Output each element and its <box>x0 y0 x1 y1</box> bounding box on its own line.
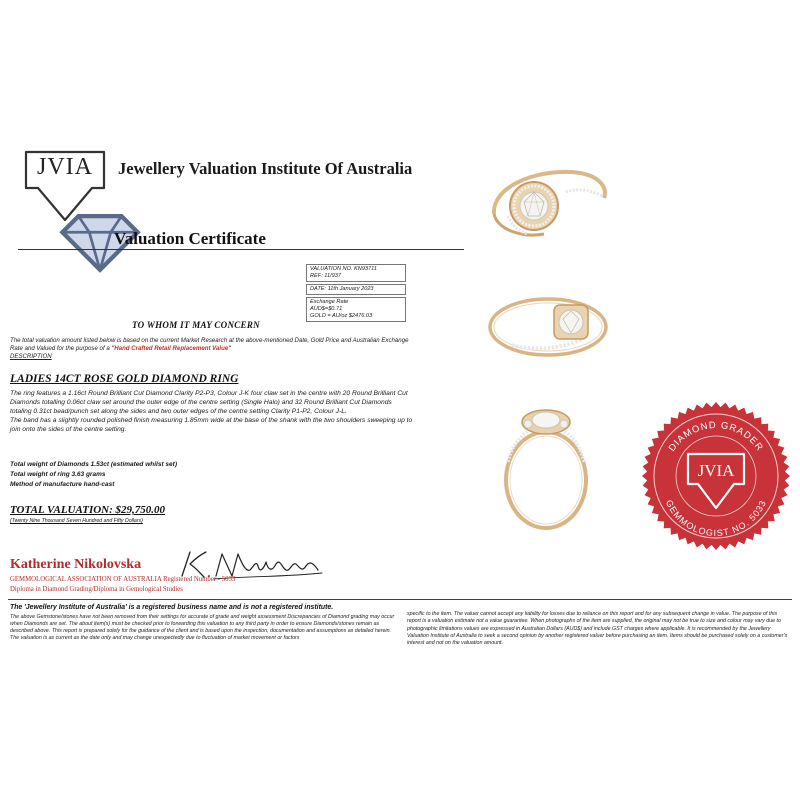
seal-bottom-text: GEMMOLOGIST NO. 5033 <box>663 498 769 539</box>
weights-block <box>10 460 310 489</box>
valuation-purpose: "Hand Crafted Retail Replacement Value" <box>111 345 232 353</box>
title-divider <box>18 249 464 250</box>
ring-side-view-image <box>482 275 614 379</box>
footer-right-disclaimer: specific to the item. The valuer cannot accept any liability for losses due to reliance on this report and for any subsequent change in value. The purpose of this report is a valuation estimate not a value guarantee. When photographs of the item are supplied, the original may not be true to size and colour may vary due to photographic limitations values are expressed in Australian Dollars (AUD$) and include GST charges where applicable. It is recommended by the Jewellery Valuation Institute of Australia to seek a second opinion by another registered valuer before purchasing an item. Items should be purchased solely on a customer's interest and not on the valuation amount. <box>407 611 788 647</box>
exchange-box <box>306 297 406 322</box>
ring-weight: Total weight of ring 3.63 grams <box>10 470 106 478</box>
item-description <box>10 389 415 434</box>
diamond-weight: Total weight of Diamonds 1.53ct (estimated whilst set) <box>10 461 177 468</box>
jvia-logo <box>22 148 108 226</box>
item-description-para1: The ring features a 1.16ct Round Brilliant Cut Diamond Clarity P2-P3, Colour J-K four claw set in the centre with 20 Round Brilliant Cut Diamonds totalling 0.06ct claw set around the outer edge of the centre setting (Single Halo) and 32 Round Brilliant Cut Diamonds totaling 0.31ct bead/punch set along the sides and two outer edges of the centre setting Clarity P1-P2, Colour J-L. <box>10 390 408 416</box>
valuation-date: DATE: 11th January 2023 <box>310 285 374 292</box>
seal-top-text: DIAMOND GRADER <box>666 419 766 454</box>
salutation: TO WHOM IT MAY CONCERN <box>132 320 260 330</box>
footer-left-text: The above Gemstone/stones have not been removed from their settings for accurate of grade and weight assessment Discrepancies of Diamond grading may occur when Diamonds are set. The about item(s) must be checked prior to forwarding this valuation to any third party in order to ensure Diamonds/stones remain as described above. This report is prepared solely for the guidance of the client and is based upon the inspection, documentation and assumptions as detailed herein. The valuation is as current as the date only and may change unexpectedly due to fluctuation of market movement or factors <box>10 613 395 642</box>
item-description-para2: The band has a slightly rounded polished finish measuring 1.85mm wide at the base of the shank with the two shoulders sweeping up to join onto the sides of the centre setting. <box>10 417 413 434</box>
ring-front-view-image <box>482 392 614 542</box>
seal-stamp-icon <box>638 398 794 554</box>
ring-photo-side <box>482 275 614 379</box>
ring-photo-top <box>482 148 614 261</box>
diploma: Diploma in Diamond Grading/Diploma in Gemological Studies <box>10 586 183 593</box>
footer-divider <box>8 599 792 600</box>
valuer-name: Katherine Nikolovska <box>10 557 142 572</box>
item-title: LADIES 14CT ROSE GOLD DIAMOND RING <box>10 373 239 385</box>
total-valuation-words: (Twenty Nine Thousand Seven Hundred and Fifty Dollars) <box>10 518 143 524</box>
footer-lead: The 'Jewellery Institute of Australia' is a registered business name and is not a registered institute. <box>10 604 334 611</box>
certificate-title: Valuation Certificate <box>114 229 266 248</box>
logo-text: JVIA <box>37 154 93 180</box>
intro-paragraph <box>10 337 410 361</box>
reference: REF: 11/937 <box>310 272 341 279</box>
manufacture-method: Method of manufacture hand-cast <box>10 480 115 488</box>
ring-top-view-image <box>482 148 614 261</box>
intro-text: The total valuation amount listed below is based on the current Market Research at the above-mentioned Date, Gold Price and Australian Exchange Rate and Valued for the purpose of a <box>10 337 409 353</box>
exchange-rate: AUD$=$0.71 <box>310 305 343 312</box>
exchange-label: Exchange Rate <box>310 298 349 305</box>
diamond-grader-seal <box>638 398 794 554</box>
ring-photo-front <box>482 392 614 542</box>
gemmological-association: GEMMOLOGICAL ASSOCIATION OF AUSTRALIA Registered Number - 5033 <box>10 576 236 583</box>
valuation-date-box <box>306 284 406 295</box>
valuation-details-box <box>306 264 406 330</box>
institute-name: Jewellery Valuation Institute Of Australia <box>118 159 413 178</box>
gold-price: GOLD = AU/oz $2476.03 <box>310 312 373 319</box>
valuation-ref-box <box>306 264 406 282</box>
seal-center-text: JVIA <box>697 461 735 480</box>
footer-left-disclaimer <box>10 603 400 643</box>
description-label: DESCRIPTION <box>10 353 52 361</box>
valuation-number: VALUATION NO. KN93711 <box>310 266 377 272</box>
total-valuation: TOTAL VALUATION: $29,750.00 <box>10 504 166 516</box>
